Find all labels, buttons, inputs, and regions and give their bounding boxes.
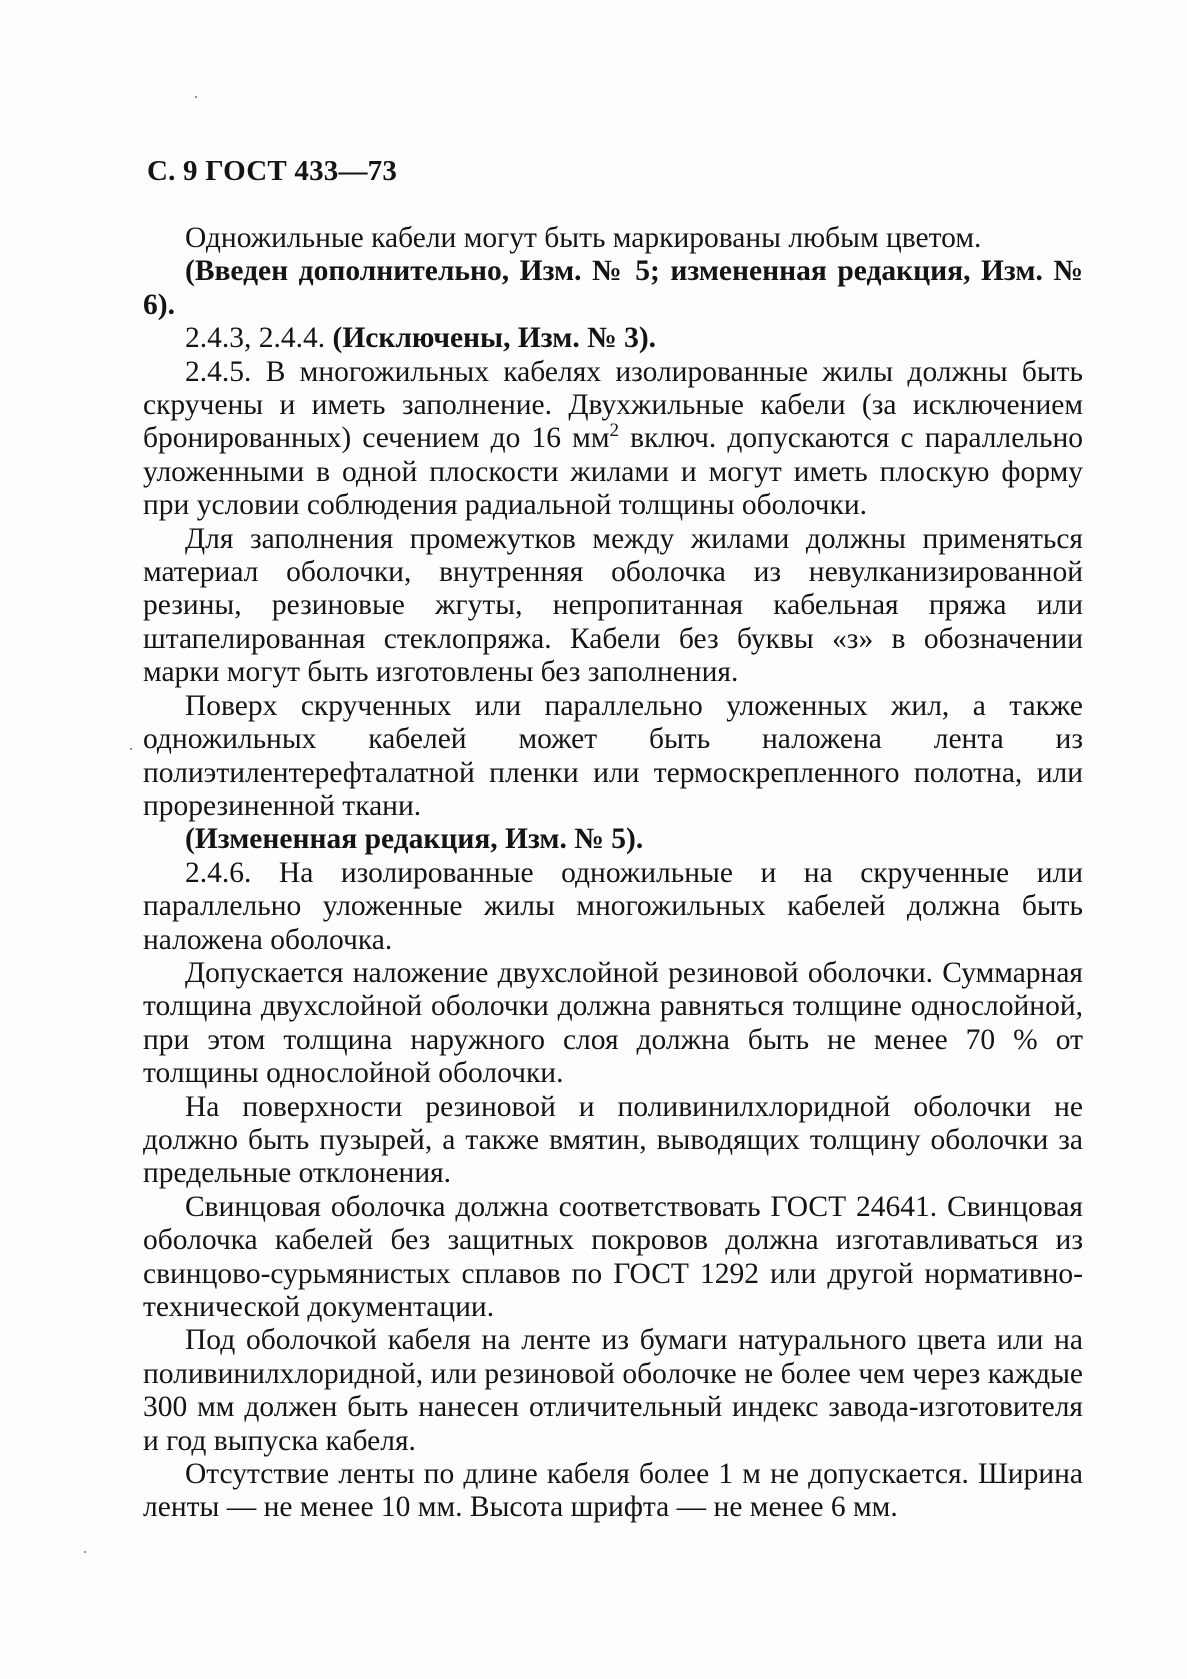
scan-speck [84,1551,86,1553]
paragraph: На поверхности резиновой и поливинилхлоридной оболочки не должно быть пузырей, а также вмятин, выводящих толщину оболочки за предельные отклонения. [143,1090,1083,1190]
clause-number: 2.4.3, 2.4.4. [185,322,326,355]
amendment-note: (Измененная редакция, Изм. № 5). [185,823,644,856]
scan-speck [195,96,197,98]
paragraph: 2.4.6. На изолированные одножильные и на скрученные или параллельно уложенные жилы многожильных кабелей должна быть наложена оболочка. [143,856,1083,956]
paragraph [143,322,1083,355]
amendment-note: (Введен дополнительно, Изм. № 5; измененная редакция, Изм. № 6). [143,255,1083,321]
paragraph: Свинцовая оболочка должна соответствовать ГОСТ 24641. Свинцовая оболочка кабелей без защитных покровов должна изготавливаться из свинцово-сурьмянистых сплавов по ГОСТ 1292 или другой нормативно-технической документации. [143,1190,1083,1323]
paragraph: Для заполнения промежутков между жилами должны применяться материал оболочки, внутренняя оболочка из невулканизированной резины, резиновые жгуты, непропитанная кабельная пряжа или штапелированная стеклопряжа. Кабели без буквы «з» в обозначении марки могут быть изготовлены без заполнения. [143,522,1083,689]
page-header: С. 9 ГОСТ 433—73 [147,155,398,187]
body-text [143,222,1083,1525]
paragraph: Допускается наложение двухслойной резиновой оболочки. Суммарная толщина двухслойной оболочки должна равняться толщине однослойной, при этом толщина наружного слоя должна быть не менее 70 % от толщины однослойной оболочки. [143,956,1083,1090]
paragraph: Поверх скрученных или параллельно уложенных жил, а также одножильных кабелей может быть наложена лента из полиэтилентерефталатной пленки или термоскрепленного полотна, или прорезиненной ткани. [143,689,1083,822]
superscript: 2 [609,420,619,442]
paragraph: Под оболочкой кабеля на ленте из бумаги натурального цвета или на поливинилхлоридной, или резиновой оболочке не более чем через каждые 300 мм должен быть нанесен отличительный индекс завода-изготовителя и год выпуска кабеля. [143,1324,1083,1457]
paragraph: Одножильные кабели могут быть маркированы любым цветом. [185,222,982,254]
amendment-note: (Исключены, Изм. № 3). [332,322,657,355]
paragraph: Отсутствие ленты по длине кабеля более 1 м не допускается. Ширина ленты — не менее 10 мм. Высота шрифта — не менее 6 мм. [143,1458,1083,1524]
scan-speck [130,748,132,750]
paragraph: 2.4.5. В многожильных кабелях изолированные жилы должны быть скручены и иметь заполнение. Двухжильные кабели (за исключением бронированных) сечением до 16 $мм^2$ включ. допускаются с параллельно уложенными в одной плоскости жилами и могут иметь плоскую форму при условии соблюдения радиальной толщины оболочки. [143,355,1083,522]
